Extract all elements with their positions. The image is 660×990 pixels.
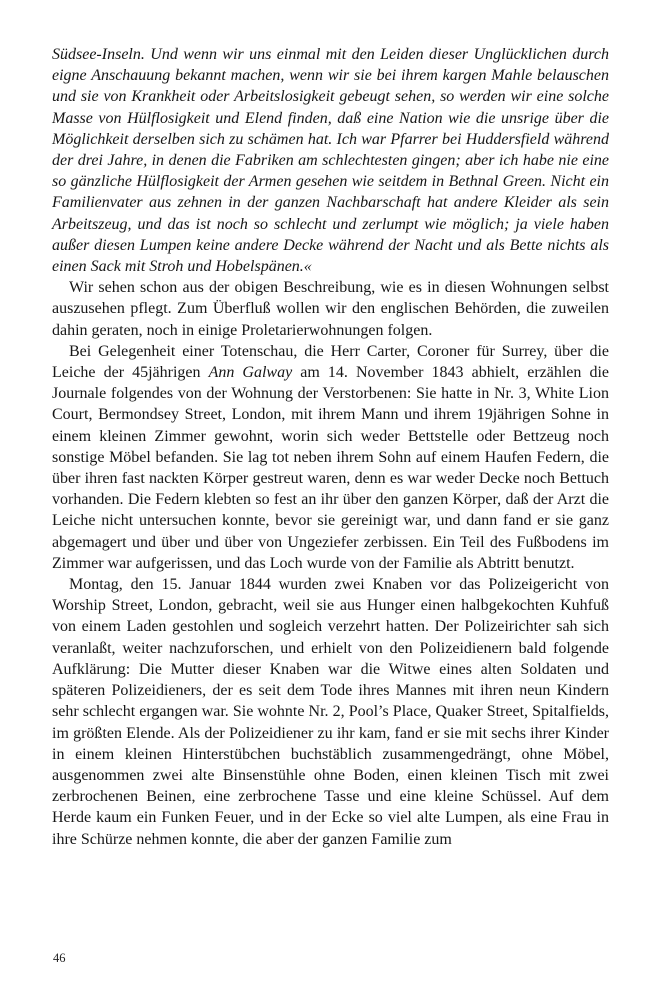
quote-end-paragraph: Südsee-Inseln. Und wenn wir uns einmal mit den Leiden dieser Unglücklichen durch eigne Anschauung bekannt machen, wenn wir sie bei ihrem kargen Mahle belauschen und sie von Krankheit oder Arbeitslosigkeit gebeugt sehen, so werden wir eine solche Masse von Hülflosigkeit und Elend finden, daß eine Nation wie die unsrige über die Möglichkeit derselben sich zu schämen hat. Ich war Pfarrer bei Huddersfield während der drei Jahre, in denen die Fabriken am schlechtesten gingen; aber ich habe nie eine so gänzliche Hülflosigkeit der Armen gesehen wie seitdem in Bethnal Green. Nicht ein Familienvater aus zehnen in der ganzen Nachbarschaft hat andere Kleider als sein Arbeitszeug, und das ist noch so schlecht und zerlumpt wie möglich; ja viele haben außer diesen Lumpen keine andere Decke während der Nacht und als Bette nichts als einen Sack mit Stroh und Hobelspänen.« (52, 46, 609, 276)
paragraph-text: am 14. November 1843 abhielt, erzählen die Journale folgendes von der Wohnung der Verstorbenen: Sie hatte in Nr. 3, White Lion Court, Bermondsey Street, London, mit ihrem Mann und ihrem 19jährigen Sohne in einem kleinen Zimmer gewohnt, worin sich weder Bettstelle oder Bettzeug noch sonstige Möbel befanden. Sie lag tot neben ihrem Sohn auf einem Haufen Federn, die über ihren fast nackten Körper gestreut waren, denn es war weder Decke noch Bettuch vorhanden. Die Federn klebten so fest an ihr über den ganzen Körper, daß der Arzt die Leiche nicht untersuchen konnte, bevor sie gereinigt war, und dann fand er sie ganz abgemagert und über und über von Ungeziefer zerbissen. Ein Teil des Fußbodens im Zimmer war aufgerissen, und das Loch wurde von der Familie als Abtritt benutzt. (52, 364, 610, 572)
paragraph-transition: Wir sehen schon aus der obigen Beschreibung, wie es in diesen Wohnungen selbst auszusehen pflegt. Zum Überfluß wollen wir den englischen Behörden, die zuweilen dahin geraten, noch in einige Proletarierwohnungen folgen. (52, 279, 609, 339)
paragraph-text: Bei Gelegenheit einer Totenschau, die Herr Carter, Coroner für Surrey, über die Leiche der 45jährigen (52, 342, 609, 382)
page-text-block (52, 44, 609, 850)
page-number: 46 (53, 951, 66, 965)
paragraph-coroner-report (52, 341, 609, 574)
emphasized-person-name: Ann Galway (208, 364, 293, 382)
paragraph-police-court: Montag, den 15. Januar 1844 wurden zwei Knaben vor das Polizeigericht von Worship Street, London, gebracht, weil sie aus Hunger einen halbgekochten Kuhfuß von einem Laden gestohlen und sogleich verzehrt hatten. Der Polizeirichter sah sich veranlaßt, weiter nachzuforschen, und erhielt von den Polizeidienern bald folgende Aufklärung: Die Mutter dieser Knaben war die Witwe eines alten Soldaten und späteren Polizeidieners, der es seit dem Tode ihres Mannes mit ihren neun Kindern sehr schlecht ergangen war. Sie wohnte Nr. 2, Pool’s Place, Quaker Street, Spitalfields, im größten Elende. Als der Polizeidiener zu ihr kam, fand er sie mit sechs ihrer Kinder in einem kleinen Hinterstübchen buchstäblich zusammengedrängt, ohne Möbel, ausgenommen zwei alte Binsenstühle ohne Boden, einen kleinen Tisch mit zwei zerbrochenen Beinen, eine zerbrochene Tasse und eine kleine Schüssel. Auf dem Herde kaum ein Funken Feuer, und in der Ecke so viel alte Lumpen, als eine Frau in ihre Schürze nehmen konnte, die aber der ganzen Familie zum (52, 576, 609, 848)
